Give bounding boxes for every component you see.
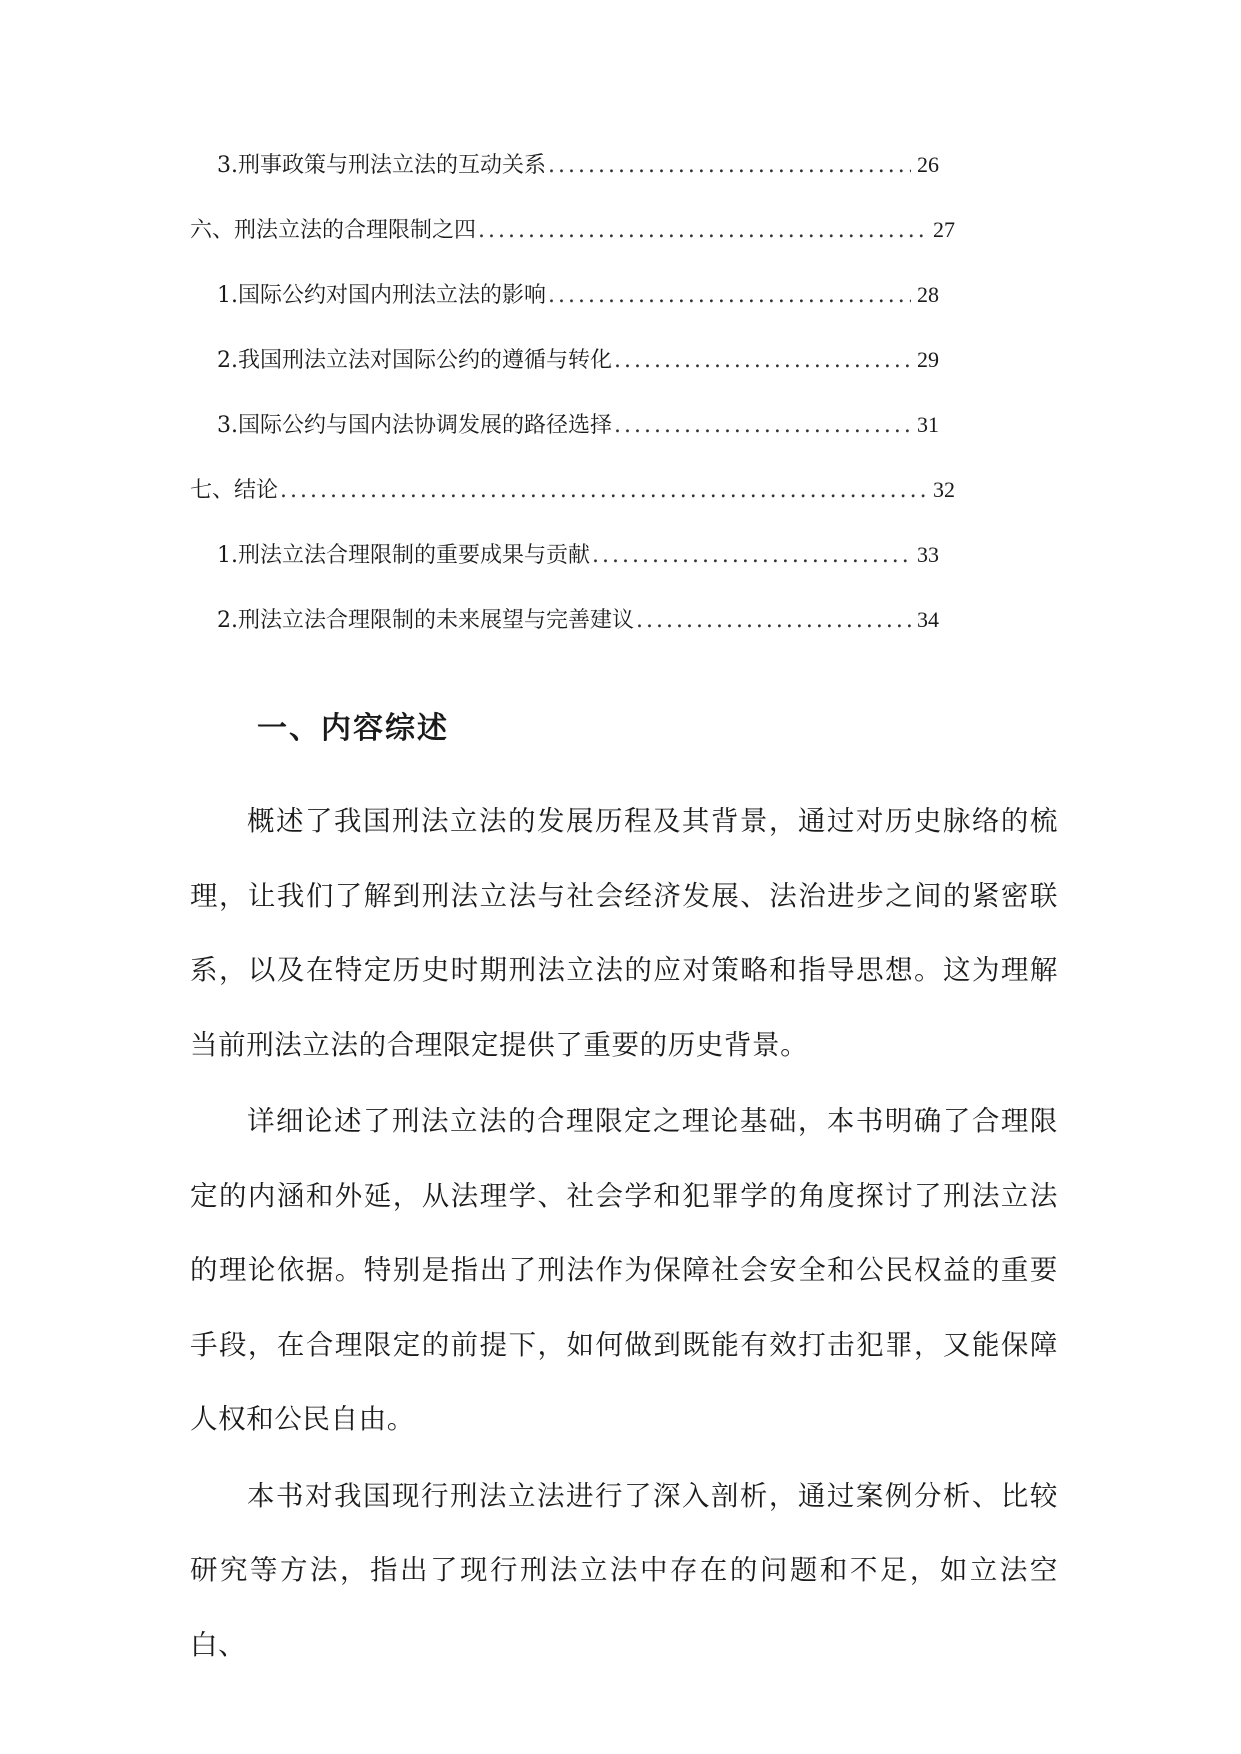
- toc-entry[interactable]: [190, 148, 939, 213]
- toc-entry-title: 国际公约对国内刑法立法的影响: [238, 283, 547, 308]
- toc-entry-title: 国际公约与国内法协调发展的路径选择: [238, 413, 613, 438]
- toc-dot-leader: [548, 153, 911, 178]
- toc-entry-number: 3.: [217, 153, 238, 178]
- toc-entry-page: 27: [933, 217, 955, 242]
- toc-entry[interactable]: [190, 278, 939, 343]
- toc-entry[interactable]: [190, 473, 955, 538]
- toc-entry-number: 2.: [217, 348, 238, 373]
- toc-dot-leader: [614, 348, 911, 373]
- toc-dot-leader: [280, 478, 927, 503]
- toc-entry-title: 刑法立法合理限制的重要成果与贡献: [238, 543, 591, 568]
- toc-entry[interactable]: [190, 538, 939, 603]
- toc-dot-leader: [636, 608, 911, 633]
- toc-entry-number: 1.: [217, 543, 238, 568]
- paragraph: 本书对我国现行刑法立法进行了深入剖析，通过案例分析、比较研究等方法，指出了现行刑法立法中存在的问题和不足，如立法空白、: [190, 1479, 1058, 1661]
- toc-entry-number: 2.: [217, 608, 238, 633]
- toc-entry-page: 34: [917, 607, 939, 632]
- toc-entry-number: 1.: [217, 283, 238, 308]
- toc-entry[interactable]: [190, 408, 939, 473]
- toc-entry-title: 刑事政策与刑法立法的互动关系: [238, 153, 547, 178]
- toc-entry-page: 26: [917, 152, 939, 177]
- table-of-contents: [190, 148, 960, 668]
- toc-dot-leader: [592, 543, 911, 568]
- toc-entry[interactable]: [190, 213, 955, 278]
- toc-entry-title: 刑法立法合理限制的未来展望与完善建议: [238, 608, 635, 633]
- toc-dot-leader: [614, 413, 911, 438]
- toc-entry-page: 29: [917, 347, 939, 372]
- toc-entry-page: 33: [917, 542, 939, 567]
- toc-entry[interactable]: [190, 603, 939, 668]
- section-body: [190, 784, 1058, 1684]
- toc-dot-leader: [548, 283, 911, 308]
- toc-entry-title: 我国刑法立法对国际公约的遵循与转化: [238, 348, 613, 373]
- paragraph: 概述了我国刑法立法的发展历程及其背景，通过对历史脉络的梳理，让我们了解到刑法立法与社会经济发展、法治进步之间的紧密联系，以及在特定历史时期刑法立法的应对策略和指导思想。这为理解当前刑法立法的合理限定提供了重要的历史背景。: [190, 805, 1058, 1061]
- toc-entry-title: 六、刑法立法的合理限制之四: [190, 218, 477, 243]
- paragraph: 详细论述了刑法立法的合理限定之理论基础，本书明确了合理限定的内涵和外延，从法理学、社会学和犯罪学的角度探讨了刑法立法的理论依据。特别是指出了刑法作为保障社会安全和公民权益的重要手段，在合理限定的前提下，如何做到既能有效打击犯罪，又能保障人权和公民自由。: [190, 1105, 1058, 1435]
- toc-entry[interactable]: [190, 343, 939, 408]
- toc-entry-title: 七、结论: [190, 478, 279, 503]
- toc-entry-page: 31: [917, 412, 939, 437]
- toc-entry-number: 3.: [217, 413, 238, 438]
- toc-entry-page: 28: [917, 282, 939, 307]
- section-heading: 一、内容综述: [257, 711, 449, 746]
- toc-dot-leader: [478, 218, 927, 243]
- toc-entry-page: 32: [933, 477, 955, 502]
